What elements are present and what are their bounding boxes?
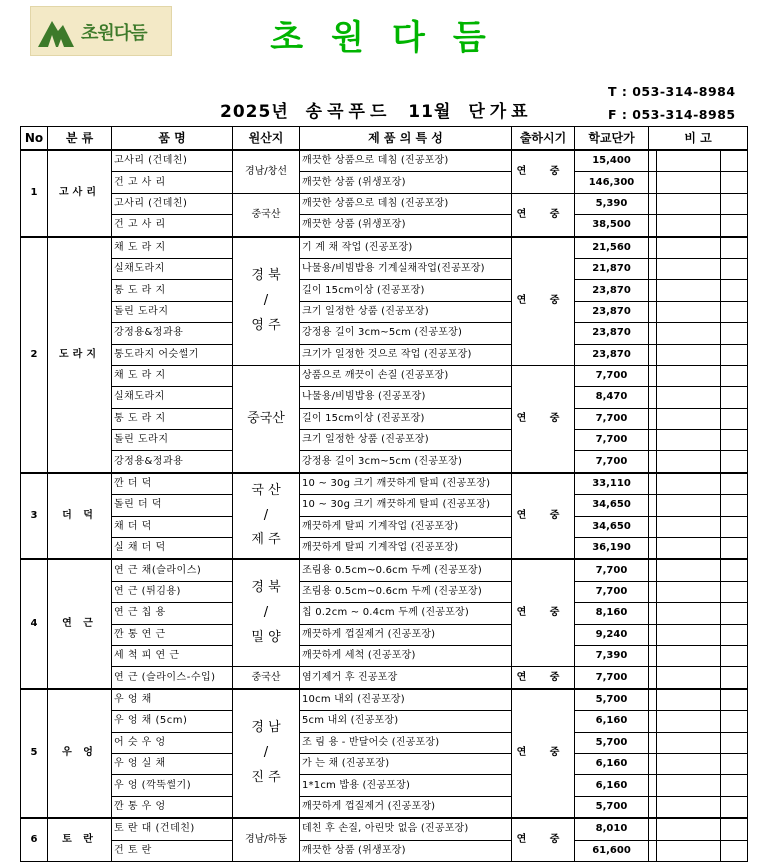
note-cell	[657, 538, 721, 560]
title-year: 2025년	[220, 102, 289, 122]
note-cell	[721, 473, 748, 495]
note-cell	[721, 796, 748, 818]
note-cell	[721, 732, 748, 753]
note-cell	[657, 280, 721, 301]
note-cell	[657, 516, 721, 537]
feature-cell: 가 는 채 (진공포장)	[300, 753, 512, 774]
item-name: 돌린 도라지	[112, 430, 233, 451]
item-name: 건 토 란	[112, 840, 233, 861]
feature-cell: 1*1cm 밥용 (진공포장)	[300, 775, 512, 796]
note-cell	[721, 840, 748, 861]
price-cell: 21,870	[575, 258, 649, 279]
origin-cell: 경남/하동	[233, 818, 300, 861]
table-row	[21, 237, 748, 259]
note-cell	[657, 645, 721, 666]
price-cell: 34,650	[575, 516, 649, 537]
origin-cell: 중국산	[233, 667, 300, 689]
price-pad-cell	[649, 581, 657, 602]
feature-cell: 강정용 길이 3cm~5cm (진공포장)	[300, 323, 512, 344]
price-pad-cell	[649, 711, 657, 732]
note-cell	[721, 495, 748, 516]
price-pad-cell	[649, 172, 657, 193]
price-pad-cell	[649, 753, 657, 774]
note-cell	[657, 451, 721, 473]
price-cell: 7,390	[575, 645, 649, 666]
feature-cell: 깨끗하게 탈피 기계작업 (진공포장)	[300, 516, 512, 537]
price-cell: 9,240	[575, 624, 649, 645]
origin-separator: /	[263, 605, 269, 621]
note-cell	[721, 323, 748, 344]
feature-cell: 깨끗하게 껍질제거 (진공포장)	[300, 796, 512, 818]
table-row	[21, 193, 748, 214]
origin-separator: /	[263, 292, 269, 308]
price-pad-cell	[649, 775, 657, 796]
note-cell	[657, 387, 721, 408]
item-name: 돌린 더 덕	[112, 495, 233, 516]
price-table	[20, 126, 748, 862]
shipping-cell: 연 중	[512, 473, 575, 560]
col-origin: 원산지	[233, 127, 300, 151]
note-cell	[657, 753, 721, 774]
note-cell	[721, 775, 748, 796]
note-cell	[657, 473, 721, 495]
note-cell	[657, 796, 721, 818]
fax-number: F : 053-314-8985	[608, 107, 736, 122]
feature-cell: 깨끗한 상품으로 데침 (진공포장)	[300, 193, 512, 214]
origin-cell	[233, 473, 300, 560]
origin-separator: /	[263, 507, 269, 523]
table-row	[21, 753, 748, 774]
table-row	[21, 818, 748, 840]
note-cell	[657, 193, 721, 214]
note-cell	[721, 408, 748, 429]
price-pad-cell	[649, 624, 657, 645]
shipping-cell: 연 중	[512, 150, 575, 193]
note-cell	[657, 840, 721, 861]
price-cell: 8,470	[575, 387, 649, 408]
price-cell: 5,700	[575, 689, 649, 711]
table-row	[21, 215, 748, 237]
note-cell	[657, 344, 721, 365]
price-pad-cell	[649, 516, 657, 537]
note-cell	[657, 495, 721, 516]
row-number: 6	[21, 818, 48, 861]
table-row	[21, 645, 748, 666]
feature-cell: 깨끗한 상품 (위생포장)	[300, 215, 512, 237]
note-cell	[657, 365, 721, 386]
price-cell: 7,700	[575, 408, 649, 429]
price-cell: 5,700	[575, 732, 649, 753]
table-row	[21, 258, 748, 279]
item-name: 깐 통 우 엉	[112, 796, 233, 818]
note-cell	[657, 237, 721, 259]
feature-cell: 크기 일정한 상품 (진공포장)	[300, 430, 512, 451]
col-shipping: 출하시기	[512, 127, 575, 151]
price-pad-cell	[649, 323, 657, 344]
feature-cell: 5cm 내외 (진공포장)	[300, 711, 512, 732]
price-cell: 21,560	[575, 237, 649, 259]
table-row	[21, 323, 748, 344]
feature-cell: 10 ~ 30g 크기 깨끗하게 탈피 (진공포장)	[300, 495, 512, 516]
row-number: 1	[21, 150, 48, 237]
note-cell	[721, 237, 748, 259]
note-cell	[721, 689, 748, 711]
price-pad-cell	[649, 559, 657, 581]
item-name: 우 엉 채	[112, 689, 233, 711]
price-cell: 36,190	[575, 538, 649, 560]
shipping-cell: 연 중	[512, 689, 575, 818]
col-note: 비 고	[649, 127, 748, 151]
feature-cell: 깨끗한 상품으로 데침 (진공포장)	[300, 150, 512, 172]
item-name: 채 도 라 지	[112, 237, 233, 259]
table-row	[21, 796, 748, 818]
shipping-cell: 연 중	[512, 237, 575, 366]
table-row	[21, 365, 748, 386]
row-number: 3	[21, 473, 48, 560]
price-pad-cell	[649, 473, 657, 495]
price-cell: 8,160	[575, 603, 649, 624]
table-row	[21, 603, 748, 624]
feature-cell: 조 림 용 - 반달어슷 (진공포장)	[300, 732, 512, 753]
price-pad-cell	[649, 430, 657, 451]
item-name: 우 엉 채 (5cm)	[112, 711, 233, 732]
price-cell: 23,870	[575, 323, 649, 344]
item-name: 실채도라지	[112, 387, 233, 408]
price-cell: 7,700	[575, 559, 649, 581]
feature-cell: 칩 0.2cm ~ 0.4cm 두께 (진공포장)	[300, 603, 512, 624]
table-row	[21, 280, 748, 301]
origin-cell: 중국산	[233, 193, 300, 236]
price-pad-cell	[649, 258, 657, 279]
table-row	[21, 711, 748, 732]
price-cell: 33,110	[575, 473, 649, 495]
item-name: 우 엉 (깍뚝썰기)	[112, 775, 233, 796]
category-cell: 연 근	[48, 559, 112, 688]
price-cell: 146,300	[575, 172, 649, 193]
item-name: 채 더 덕	[112, 516, 233, 537]
price-pad-cell	[649, 237, 657, 259]
price-pad-cell	[649, 408, 657, 429]
origin-cell	[233, 237, 300, 366]
item-name: 토 란 대 (건데친)	[112, 818, 233, 840]
note-cell	[721, 451, 748, 473]
note-cell	[657, 430, 721, 451]
table-row	[21, 667, 748, 689]
item-name: 깐 더 덕	[112, 473, 233, 495]
note-cell	[721, 430, 748, 451]
origin-line: 경 남	[251, 720, 281, 736]
item-name: 건 고 사 리	[112, 215, 233, 237]
table-row	[21, 495, 748, 516]
shipping-cell: 연 중	[512, 559, 575, 666]
row-number: 2	[21, 237, 48, 473]
feature-cell: 염기제거 후 진공포장	[300, 667, 512, 689]
note-cell	[657, 603, 721, 624]
note-cell	[721, 516, 748, 537]
table-row	[21, 732, 748, 753]
price-pad-cell	[649, 150, 657, 172]
note-cell	[721, 624, 748, 645]
note-cell	[657, 689, 721, 711]
table-row	[21, 581, 748, 602]
note-cell	[721, 667, 748, 689]
feature-cell: 깨끗하게 껍질제거 (진공포장)	[300, 624, 512, 645]
item-name: 연 근 (슬라이스-수입)	[112, 667, 233, 689]
price-cell: 7,700	[575, 581, 649, 602]
col-feature: 제 품 의 특 성	[300, 127, 512, 151]
table-row	[21, 150, 748, 172]
note-cell	[657, 215, 721, 237]
feature-cell: 길이 15cm이상 (진공포장)	[300, 280, 512, 301]
note-cell	[657, 775, 721, 796]
phone-number: T : 053-314-8984	[608, 84, 736, 99]
table-row	[21, 624, 748, 645]
item-name: 통 도 라 지	[112, 280, 233, 301]
price-pad-cell	[649, 840, 657, 861]
feature-cell: 길이 15cm이상 (진공포장)	[300, 408, 512, 429]
category-cell: 고사리	[48, 150, 112, 237]
price-pad-cell	[649, 667, 657, 689]
feature-cell: 크기 일정한 상품 (진공포장)	[300, 301, 512, 322]
note-cell	[657, 667, 721, 689]
item-name: 건 고 사 리	[112, 172, 233, 193]
item-name: 강정용&정과용	[112, 323, 233, 344]
note-cell	[657, 323, 721, 344]
note-cell	[721, 172, 748, 193]
note-cell	[721, 280, 748, 301]
note-cell	[657, 581, 721, 602]
origin-cell	[233, 689, 300, 818]
table-row	[21, 172, 748, 193]
note-cell	[721, 645, 748, 666]
price-cell: 8,010	[575, 818, 649, 840]
price-cell: 7,700	[575, 430, 649, 451]
price-cell: 23,870	[575, 280, 649, 301]
table-row	[21, 408, 748, 429]
table-row	[21, 301, 748, 322]
feature-cell: 기 계 채 작업 (진공포장)	[300, 237, 512, 259]
note-cell	[721, 258, 748, 279]
price-pad-cell	[649, 387, 657, 408]
row-number: 4	[21, 559, 48, 688]
shipping-cell: 연 중	[512, 667, 575, 689]
feature-cell: 깨끗한 상품 (위생포장)	[300, 840, 512, 861]
note-cell	[721, 559, 748, 581]
price-pad-cell	[649, 344, 657, 365]
price-cell: 6,160	[575, 711, 649, 732]
note-cell	[657, 818, 721, 840]
table-row	[21, 689, 748, 711]
price-pad-cell	[649, 280, 657, 301]
item-name: 연 근 (튀김용)	[112, 581, 233, 602]
table-row	[21, 775, 748, 796]
price-cell: 61,600	[575, 840, 649, 861]
price-pad-cell	[649, 538, 657, 560]
price-pad-cell	[649, 193, 657, 214]
note-cell	[721, 193, 748, 214]
item-name: 돌린 도라지	[112, 301, 233, 322]
feature-cell: 나물용/비빔밥용 기계실채작업(진공포장)	[300, 258, 512, 279]
shipping-cell: 연 중	[512, 818, 575, 861]
col-item: 품 명	[112, 127, 233, 151]
price-cell: 7,700	[575, 365, 649, 386]
row-number: 5	[21, 689, 48, 818]
col-category: 분 류	[48, 127, 112, 151]
table-row	[21, 430, 748, 451]
brand-title: 초원다듬	[270, 18, 514, 58]
price-cell: 23,870	[575, 301, 649, 322]
note-cell	[721, 344, 748, 365]
price-cell: 7,700	[575, 667, 649, 689]
price-cell: 5,700	[575, 796, 649, 818]
category-cell: 더 덕	[48, 473, 112, 560]
price-cell: 15,400	[575, 150, 649, 172]
price-pad-cell	[649, 689, 657, 711]
note-cell	[721, 301, 748, 322]
col-no: No	[21, 127, 48, 151]
note-cell	[657, 172, 721, 193]
price-pad-cell	[649, 451, 657, 473]
note-cell	[721, 818, 748, 840]
note-cell	[721, 387, 748, 408]
note-cell	[721, 581, 748, 602]
shipping-cell: 연 중	[512, 365, 575, 472]
origin-line: 경 북	[251, 268, 281, 284]
page-title	[220, 97, 543, 122]
table-row	[21, 451, 748, 473]
note-cell	[657, 150, 721, 172]
price-pad-cell	[649, 365, 657, 386]
logo-text: 초원다듬	[81, 23, 147, 44]
feature-cell: 깨끗한 상품 (위생포장)	[300, 172, 512, 193]
price-cell: 5,390	[575, 193, 649, 214]
item-name: 채 도 라 지	[112, 365, 233, 386]
title-company: 송곡푸드	[305, 102, 392, 122]
feature-cell: 10 ~ 30g 크기 깨끗하게 탈피 (진공포장)	[300, 473, 512, 495]
item-name: 실 채 더 덕	[112, 538, 233, 560]
note-cell	[657, 559, 721, 581]
origin-line: 밀 양	[251, 629, 281, 645]
origin-line: 중국산	[247, 410, 285, 426]
item-name: 깐 통 연 근	[112, 624, 233, 645]
feature-cell: 깨끗하게 세척 (진공포장)	[300, 645, 512, 666]
note-cell	[721, 603, 748, 624]
note-cell	[657, 301, 721, 322]
price-cell: 34,650	[575, 495, 649, 516]
note-cell	[721, 711, 748, 732]
origin-separator: /	[263, 745, 269, 761]
origin-line: 국 산	[251, 483, 281, 499]
table-row	[21, 840, 748, 861]
price-pad-cell	[649, 732, 657, 753]
shipping-cell: 연 중	[512, 193, 575, 236]
table-row	[21, 516, 748, 537]
title-label: 단가표	[468, 102, 533, 122]
price-pad-cell	[649, 215, 657, 237]
origin-cell	[233, 559, 300, 666]
feature-cell: 강정용 길이 3cm~5cm (진공포장)	[300, 451, 512, 473]
price-cell: 38,500	[575, 215, 649, 237]
table-row	[21, 473, 748, 495]
origin-line: 제 주	[251, 532, 281, 548]
feature-cell: 10cm 내외 (진공포장)	[300, 689, 512, 711]
table-header-row	[21, 127, 748, 151]
price-cell: 7,700	[575, 451, 649, 473]
note-cell	[721, 753, 748, 774]
origin-line: 경 북	[251, 580, 281, 596]
table-row	[21, 559, 748, 581]
item-name: 통도라지 어슷썰기	[112, 344, 233, 365]
price-pad-cell	[649, 603, 657, 624]
price-pad-cell	[649, 796, 657, 818]
note-cell	[657, 258, 721, 279]
feature-cell: 데친 후 손질, 아린맛 없음 (진공포장)	[300, 818, 512, 840]
note-cell	[721, 538, 748, 560]
note-cell	[657, 711, 721, 732]
item-name: 우 엉 실 채	[112, 753, 233, 774]
category-cell: 우 엉	[48, 689, 112, 818]
origin-cell: 경남/창선	[233, 150, 300, 193]
price-pad-cell	[649, 818, 657, 840]
note-cell	[721, 215, 748, 237]
item-name: 연 근 칩 용	[112, 603, 233, 624]
item-name: 연 근 채(슬라이스)	[112, 559, 233, 581]
price-pad-cell	[649, 495, 657, 516]
price-pad-cell	[649, 301, 657, 322]
table-row	[21, 538, 748, 560]
item-name: 어 슷 우 엉	[112, 732, 233, 753]
category-cell: 도라지	[48, 237, 112, 473]
item-name: 세 척 피 연 근	[112, 645, 233, 666]
category-cell: 토 란	[48, 818, 112, 861]
feature-cell: 조림용 0.5cm~0.6cm 두께 (진공포장)	[300, 581, 512, 602]
price-cell: 6,160	[575, 775, 649, 796]
col-price: 학교단가	[575, 127, 649, 151]
price-pad-cell	[649, 645, 657, 666]
item-name: 강정용&정과용	[112, 451, 233, 473]
note-cell	[721, 150, 748, 172]
origin-cell	[233, 365, 300, 472]
note-cell	[721, 365, 748, 386]
item-name: 통 도 라 지	[112, 408, 233, 429]
feature-cell: 깨끗하게 탈피 기계작업 (진공포장)	[300, 538, 512, 560]
price-cell: 23,870	[575, 344, 649, 365]
feature-cell: 상품으로 깨끗이 손질 (진공포장)	[300, 365, 512, 386]
table-row	[21, 344, 748, 365]
item-name: 고사리 (건데친)	[112, 193, 233, 214]
note-cell	[657, 624, 721, 645]
note-cell	[657, 732, 721, 753]
feature-cell: 조림용 0.5cm~0.6cm 두께 (진공포장)	[300, 559, 512, 581]
feature-cell: 나물용/비빔밥용 (진공포장)	[300, 387, 512, 408]
price-cell: 6,160	[575, 753, 649, 774]
note-cell	[657, 408, 721, 429]
origin-line: 진 주	[251, 769, 281, 785]
item-name: 실채도라지	[112, 258, 233, 279]
table-row	[21, 387, 748, 408]
feature-cell: 크기가 일정한 것으로 작업 (진공포장)	[300, 344, 512, 365]
title-month: 11월	[408, 102, 452, 122]
item-name: 고사리 (건데친)	[112, 150, 233, 172]
origin-line: 영 주	[251, 317, 281, 333]
